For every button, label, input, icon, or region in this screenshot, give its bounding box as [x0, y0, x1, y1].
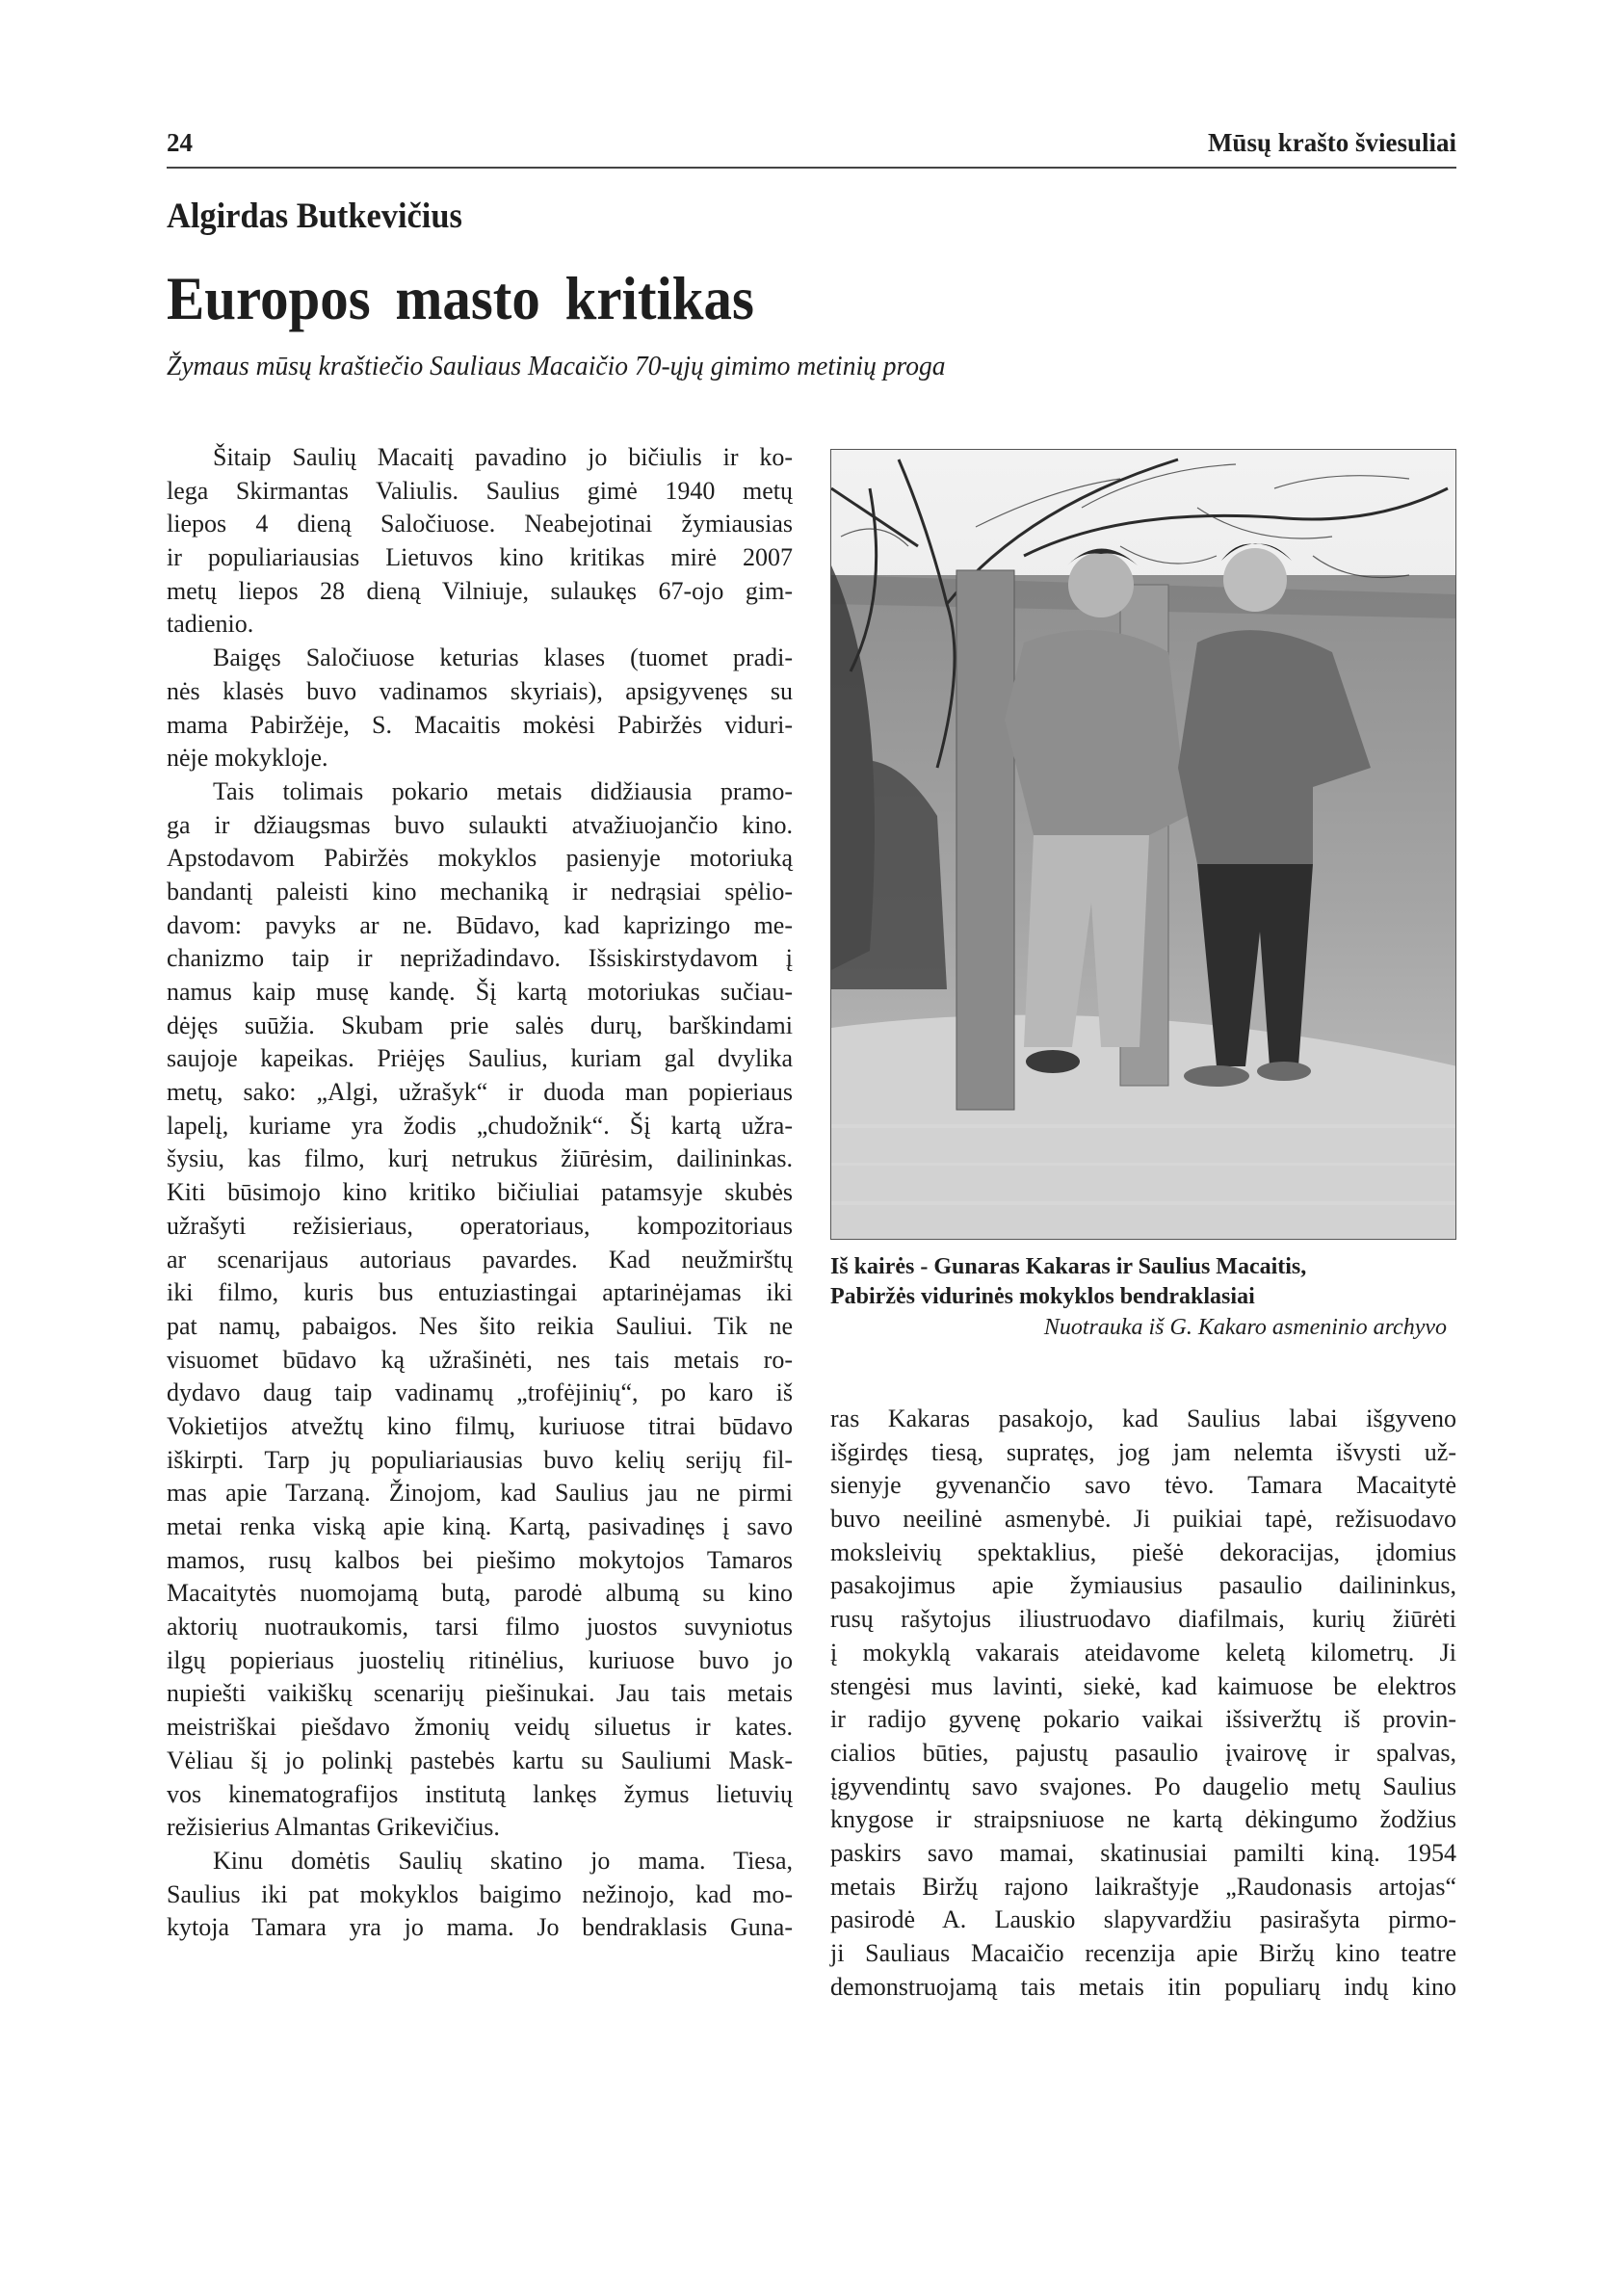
text-line: meistriškai piešdavo žmonių veidų siluetus ir kates.	[167, 1713, 793, 1742]
text-line: cialios būties, pajustų pasaulio įvairovę ir spalvas,	[830, 1738, 1456, 1767]
text-line: išgirdęs tiesą, supratęs, jog jam nelemta išvysti už-	[830, 1437, 1456, 1466]
text-line: chanizmo taip ir neprižadindavo. Išsiskirstydavom į	[167, 944, 793, 973]
text-line: ras Kakaras pasakojo, kad Saulius labai išgyveno	[830, 1405, 1456, 1432]
journal-section-title: Mūsų krašto šviesuliai	[1207, 128, 1456, 157]
text-line: metų liepos 28 dieną Vilniuje, sulaukęs 67-ojo gim-	[167, 576, 793, 605]
text-line: Vėliau šį jo polinkį pastebės kartu su Sauliumi Mask-	[167, 1746, 793, 1774]
text-line: šysiu, kas filmo, kurį netrukus žiūrėsim, dailininkas.	[167, 1144, 793, 1173]
text-line: iki filmo, kuris bus entuziastingai aptarinėjamas iki	[167, 1278, 793, 1307]
text-line: Baigęs Saločiuose keturias klases (tuomet pradi-	[213, 643, 793, 672]
text-line: ir radijo gyvenę pokario vaikai išsiveržtų iš provin-	[830, 1705, 1456, 1734]
text-line: dydavo daug taip vadinamų „trofėjinių“, po karo iš	[167, 1378, 793, 1407]
text-line: Kinu domėtis Saulių skatino jo mama. Tiesa,	[213, 1846, 793, 1875]
text-line: bandantį paleisti kino mechaniką ir nedrąsiai spėlio-	[167, 877, 793, 906]
text-line: lapelį, kuriame yra žodis „chudožnik“. Šį kartą užra-	[167, 1111, 793, 1140]
photo-caption	[830, 1252, 1456, 1343]
text-line: Šitaip Saulių Macaitį pavadino jo bičiulis ir ko-	[213, 443, 793, 471]
text-line: Macaitytės nuomojamą butą, parodė albumą su kino	[167, 1579, 793, 1608]
right-text-column	[830, 1403, 1456, 2004]
text-line: Vokietijos atvežtų kino filmų, kuriuose titrai būdavo	[167, 1411, 793, 1440]
article-photo	[830, 449, 1456, 1240]
header-rule	[167, 167, 1456, 169]
text-line: saujoje kapeikas. Priėjęs Saulius, kuriam gal dvylika	[167, 1044, 793, 1073]
running-head	[167, 123, 1456, 162]
text-line: visuomet būdavo ką užrašinėti, nes tais metais ro-	[167, 1345, 793, 1374]
text-line: dėjęs suūžia. Skubam prie salės durų, barškindami	[167, 1011, 793, 1039]
text-line: pasirodė A. Lauskio slapyvardžiu pasirašyta pirmo-	[830, 1905, 1456, 1934]
text-line: buvo neeilinė asmenybė. Ji puikiai tapė, režisuodavo	[830, 1505, 1456, 1534]
text-line: knygose ir straipsniuose ne kartą dėkingumo žodžius	[830, 1805, 1456, 1834]
article-subtitle: Žymaus mūsų kraštiečio Sauliaus Macaičio 70-ųjų gimimo metinių proga	[167, 351, 946, 381]
text-line: rusų rašytojus iliustruodavo diafilmais, kurių žiūrėti	[830, 1605, 1456, 1634]
text-line: užrašyti režisieriaus, operatoriaus, kompozitoriaus	[167, 1211, 793, 1240]
text-line: ilgų popieriaus juostelių ritinėlius, kuriuose buvo jo	[167, 1645, 793, 1674]
text-line: įgyvendintų savo svajones. Po daugelio metų Saulius	[830, 1772, 1456, 1800]
text-line: mas apie Tarzaną. Žinojom, kad Saulius jau ne pirmi	[167, 1479, 793, 1508]
text-line: nupiešti vaikiškų scenarijų piešinukai. Jau tais metais	[167, 1679, 793, 1708]
text-line: kytoja Tamara yra jo mama. Jo bendraklasis Guna-	[167, 1913, 793, 1942]
page-number: 24	[167, 128, 193, 157]
article-title: Europos masto kritikas	[167, 264, 754, 332]
text-line: metai renka viską apie kiną. Kartą, pasivadinęs į savo	[167, 1512, 793, 1540]
photo-credit: Nuotrauka iš G. Kakaro asmeninio archyvo	[1043, 1315, 1447, 1340]
text-line: ji Sauliaus Macaičio recenzija apie Biržų kino teatre	[830, 1939, 1456, 1967]
text-line: ir populiariausias Lietuvos kino kritikas mirė 2007	[167, 543, 793, 572]
photo-two-young-men-icon	[831, 450, 1456, 1240]
text-line: pat namų, pabaigos. Nes šito reikia Sauliui. Tik ne	[167, 1311, 793, 1340]
left-text-column	[167, 441, 793, 1945]
text-line: aktorių nuotraukomis, tarsi filmo juostos suvyniotus	[167, 1613, 793, 1641]
text-line: ga ir džiaugsmas buvo sulaukti atvažiuojančio kino.	[167, 810, 793, 839]
text-line: ar scenarijaus autoriaus pavardes. Kad neužmirštų	[167, 1245, 793, 1273]
text-line: lega Skirmantas Valiulis. Saulius gimė 1940 metų	[167, 476, 793, 505]
text-line: Kiti būsimojo kino kritiko bičiuliai patamsyje skubės	[167, 1178, 793, 1207]
text-line: režisierius Almantas Grikevičius.	[167, 1813, 500, 1842]
text-line: nėje mokykloje.	[167, 744, 328, 773]
text-line: demonstruojamą tais metais itin populiarų indų kino	[830, 1972, 1456, 2001]
text-line: pasakojimus apie žymiausius pasaulio dailininkus,	[830, 1571, 1456, 1600]
caption-line-1: Iš kairės - Gunaras Kakaras ir Saulius Macaitis,	[830, 1254, 1307, 1279]
text-line: moksleivių spektaklius, piešė dekoracijas, įdomius	[830, 1537, 1456, 1566]
text-line: Tais tolimais pokario metais didžiausia pramo-	[213, 776, 793, 805]
text-line: sienyje gyvenančio savo tėvo. Tamara Macaitytė	[830, 1471, 1456, 1500]
text-line: metais Biržų rajono laikraštyje „Raudonasis artojas“	[830, 1872, 1456, 1901]
text-line: į mokyklą vakarais ateidavome keletą kilometrų. Ji	[830, 1638, 1456, 1667]
text-line: nės klasės buvo vadinamos skyriais), apsigyvenęs su	[167, 676, 793, 705]
caption-line-2: Pabiržės vidurinės mokyklos bendraklasiai	[830, 1284, 1255, 1309]
text-line: paskirs savo mamai, skatinusiai pamilti kiną. 1954	[830, 1838, 1456, 1867]
text-line: mama Pabiržėje, S. Macaitis mokėsi Pabiržės viduri-	[167, 710, 793, 739]
text-line: tadienio.	[167, 610, 254, 639]
text-line: liepos 4 dieną Saločiuose. Neabejotinai žymiausias	[167, 510, 793, 538]
text-line: vos kinematografijos institutą lankęs žymus lietuvių	[167, 1779, 793, 1808]
text-line: namus kaip musę kandę. Šį kartą motoriukas sučiau-	[167, 978, 793, 1006]
text-line: stengėsi mus lavinti, siekė, kad kaimuose be elektros	[830, 1671, 1456, 1700]
text-line: Saulius iki pat mokyklos baigimo nežinojo, kad mo-	[167, 1879, 793, 1908]
text-line: iškirpti. Tarp jų populiariausias buvo kelių serijų fil-	[167, 1445, 793, 1474]
article-author: Algirdas Butkevičius	[167, 197, 462, 236]
text-line: mamos, rusų kalbos bei piešimo mokytojos Tamaros	[167, 1545, 793, 1574]
text-line: davom: pavyks ar ne. Būdavo, kad kaprizingo me-	[167, 910, 793, 939]
text-line: Apstodavom Pabiržės mokyklos pasienyje motoriuką	[167, 844, 793, 873]
text-line: metų, sako: „Algi, užrašyk“ ir duoda man popieriaus	[167, 1078, 793, 1107]
